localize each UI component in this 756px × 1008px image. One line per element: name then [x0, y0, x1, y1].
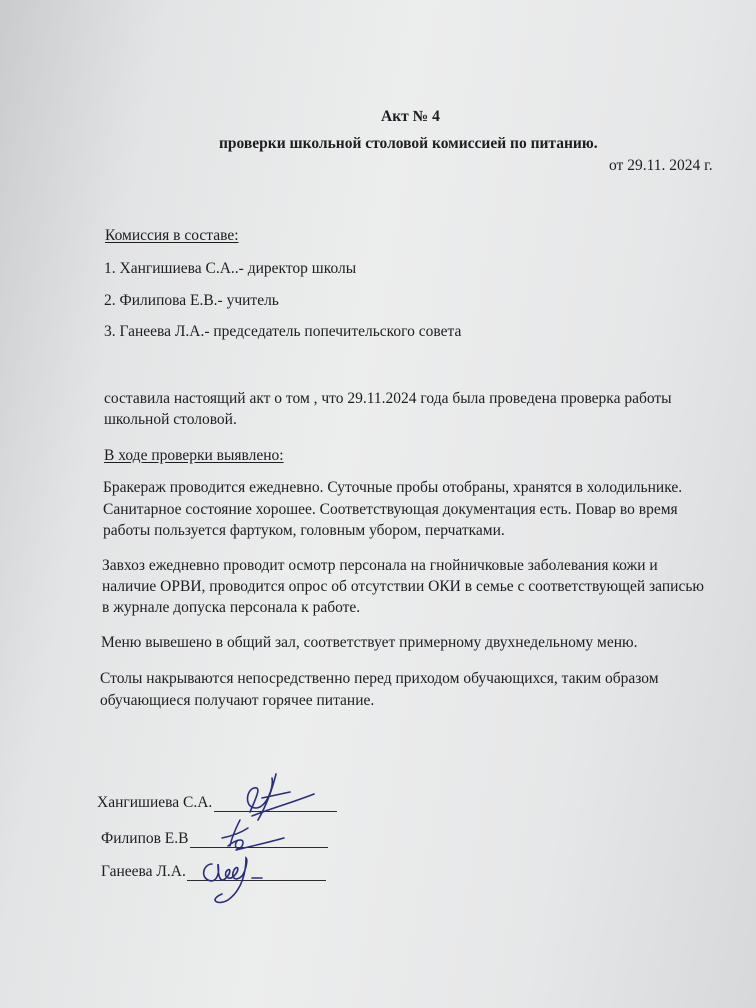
findings-paragraph-line: Столы накрываются непосредственно перед приходом обучающихся, таким образом	[100, 670, 659, 687]
findings-paragraph-line: Санитарное состояние хорошее. Соответствующая документация есть. Повар во время	[103, 501, 678, 518]
signature-name: Ганеева Л.А.	[101, 863, 186, 880]
findings-paragraph-line: Бракераж проводится ежедневно. Суточные пробы отобраны, хранятся в холодильнике.	[103, 479, 683, 496]
document-title: Акт № 4	[381, 108, 440, 125]
signature-name: Хангишиева С.А.	[97, 794, 213, 811]
commission-member: 1. Хангишиева С.А..- директор школы	[104, 260, 357, 277]
document-date: от 29.11. 2024 г.	[609, 157, 713, 174]
findings-paragraph-line: Завхоз ежедневно проводит осмотр персонала на гнойничковые заболевания кожи и	[102, 557, 658, 574]
findings-paragraph-line: Меню вывешено в общий зал, соответствует примерному двухнедельному меню.	[101, 634, 638, 651]
findings-paragraph-line: в журнале допуска персонала к работе.	[102, 599, 361, 616]
commission-member: 2. Филипова Е.В.- учитель	[104, 292, 279, 309]
findings-paragraph-line: наличие ОРВИ, проводится опрос об отсутствии ОКИ в семье с соответствующей записью	[102, 578, 704, 595]
document-subtitle: проверки школьной столовой комиссией по питанию.	[219, 135, 598, 152]
commission-member: 3. Ганеева Л.А.- председатель попечительского совета	[104, 323, 462, 340]
signature-name: Филипов Е.В	[101, 830, 189, 847]
handwritten-signature-3	[196, 850, 306, 910]
findings-paragraph-line: обучающиеся получают горячее питание.	[100, 692, 375, 709]
findings-paragraph-line: работы пользуется фартуком, головным убором, перчатками.	[103, 522, 505, 539]
findings-heading: В ходе проверки выявлено:	[104, 447, 284, 464]
commission-heading: Комиссия в составе:	[105, 227, 239, 244]
intro-line: школьной столовой.	[104, 411, 237, 428]
intro-line: составила настоящий акт о том , что 29.11.2024 года была проведена проверка работы	[104, 390, 672, 407]
